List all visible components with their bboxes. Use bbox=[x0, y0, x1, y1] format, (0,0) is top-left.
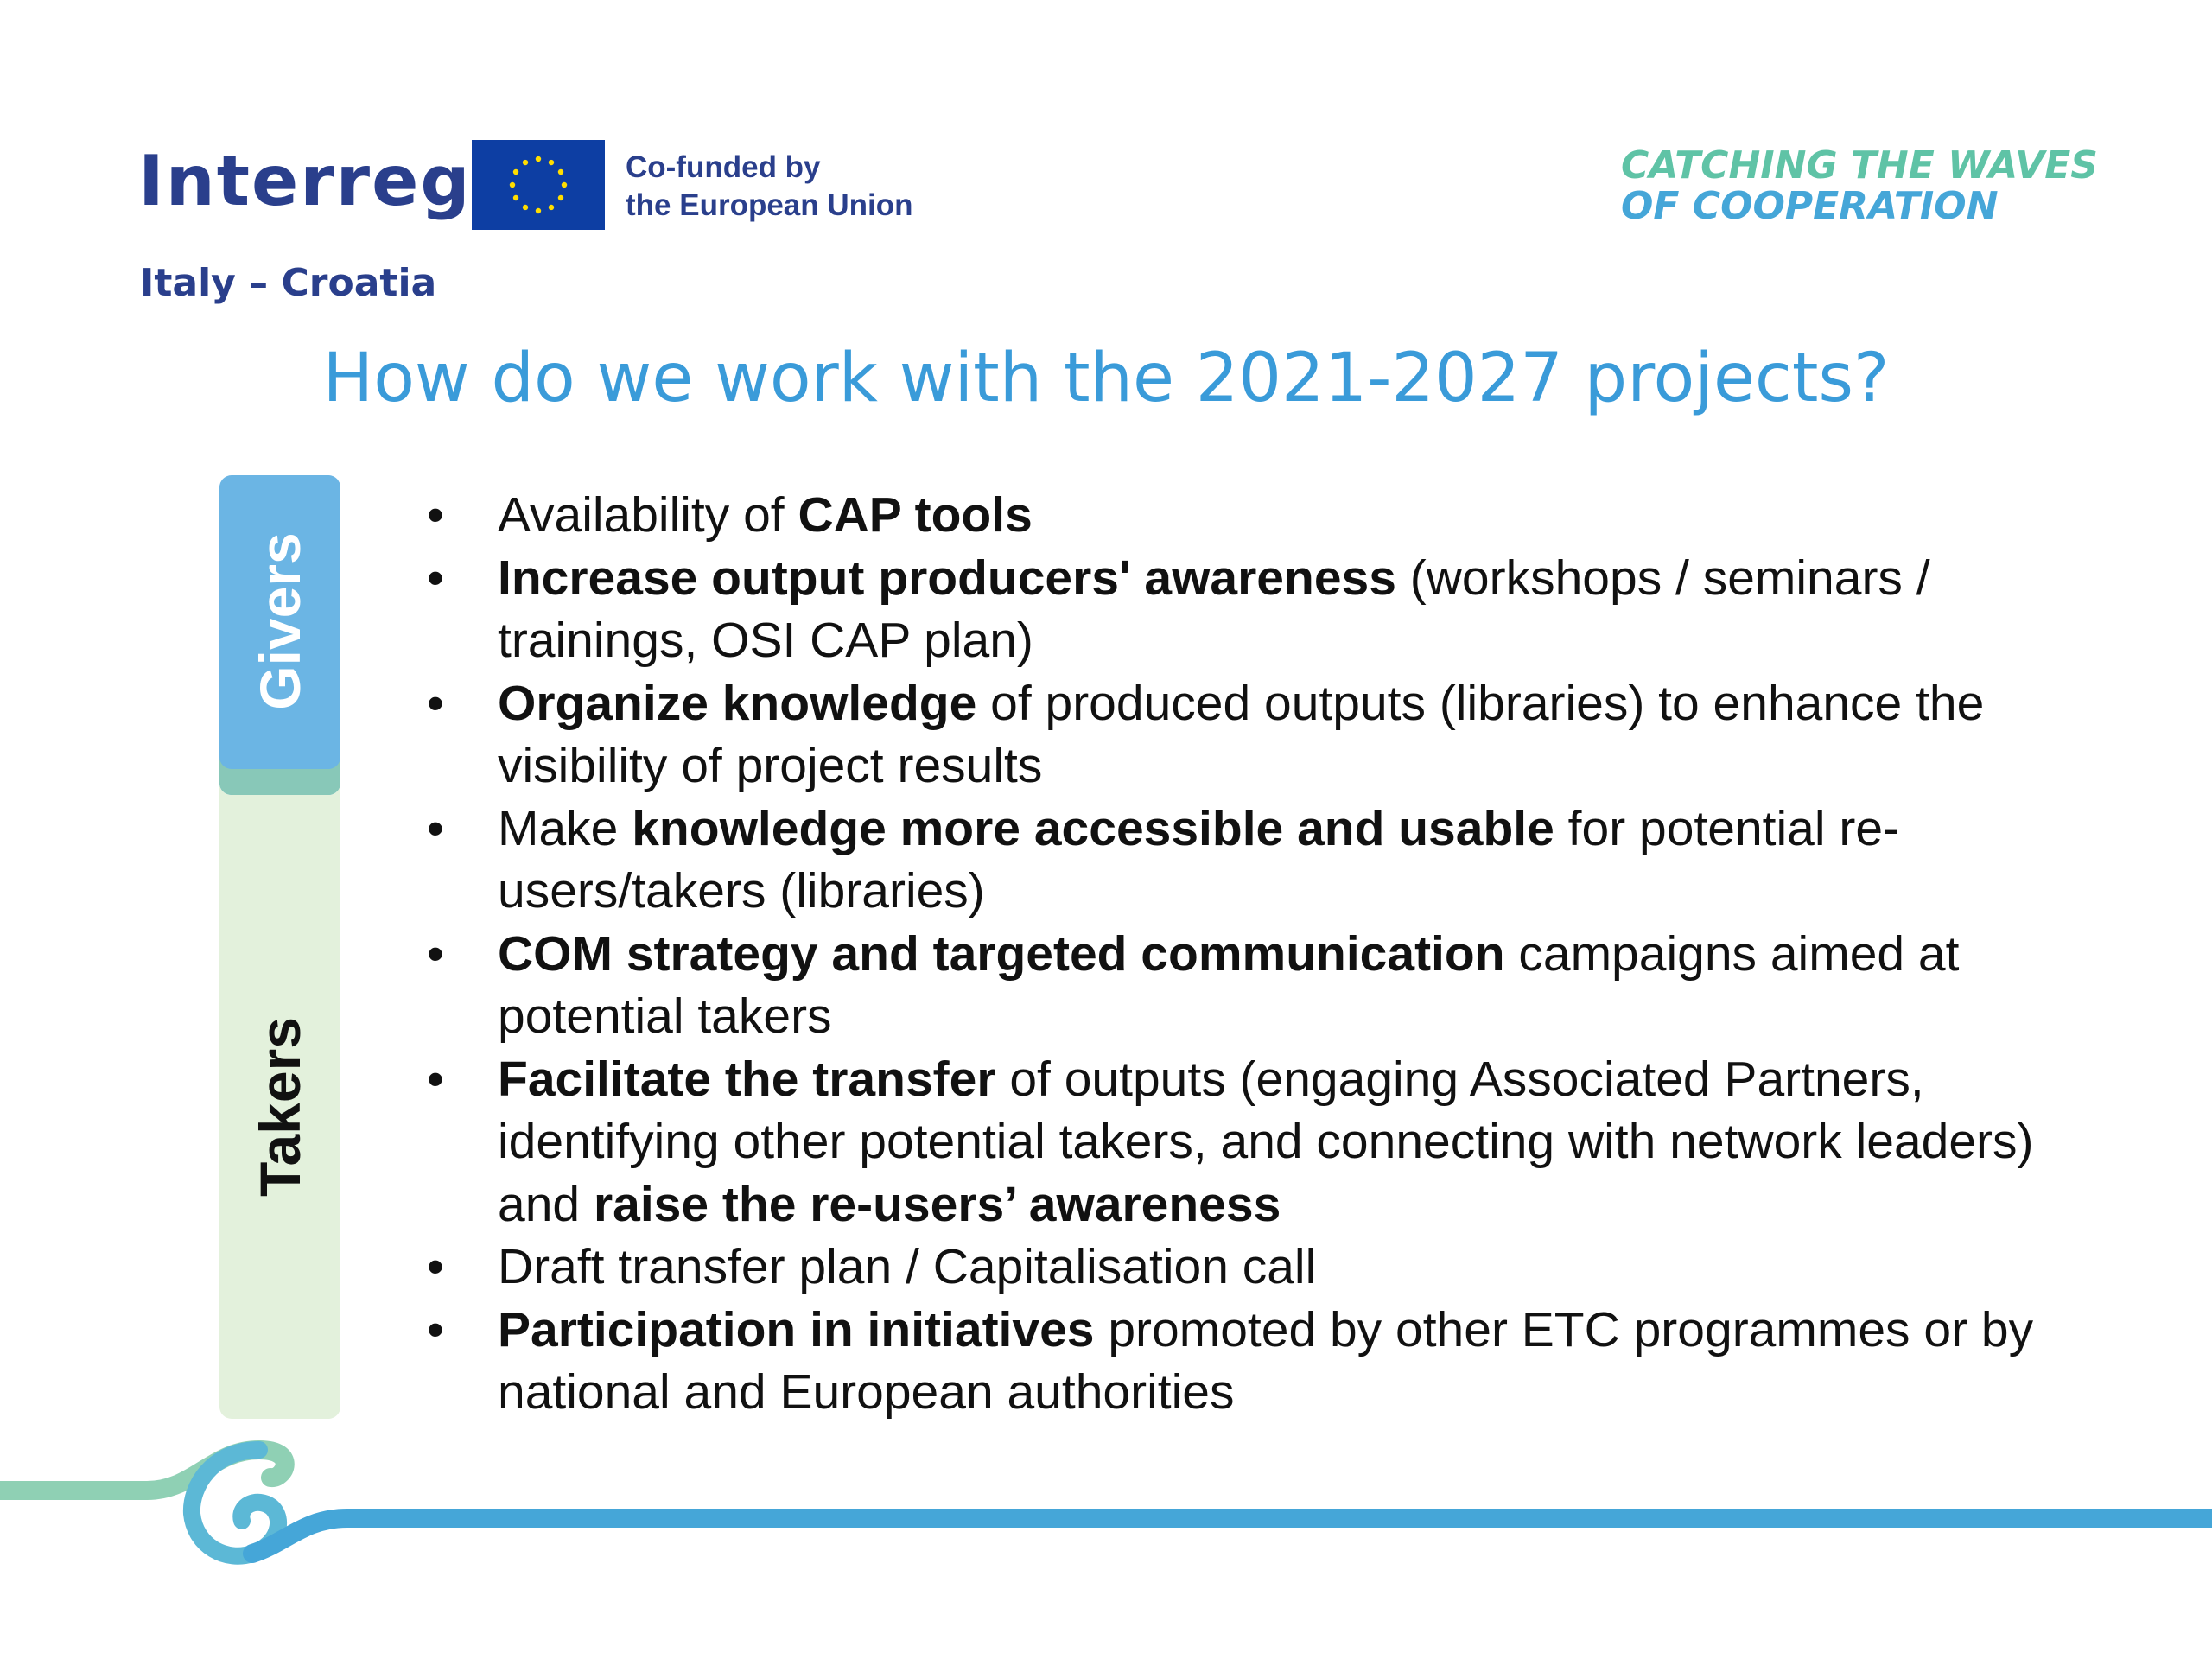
wave-blue-line bbox=[252, 1518, 2212, 1554]
bullet-text: promoted by other ETC programmes or by national and European authorities bbox=[498, 1301, 2034, 1420]
eu-star-icon bbox=[549, 205, 554, 210]
eu-cofunded-line2: the European Union bbox=[626, 188, 913, 222]
bullet-item bbox=[498, 672, 2053, 798]
slide-title: How do we work with the 2021-2027 projects? bbox=[322, 340, 1890, 417]
bullet-item bbox=[498, 1299, 2053, 1424]
programme-name: Italy – Croatia bbox=[140, 261, 437, 305]
bullet-text-bold: Facilitate the transfer bbox=[498, 1051, 996, 1107]
bullet-text: for potential re-users/takers (libraries) bbox=[498, 800, 1900, 918]
bullet-item bbox=[498, 923, 2053, 1048]
bullet-item bbox=[498, 547, 2053, 672]
eu-star-icon bbox=[536, 156, 541, 162]
givers-bar bbox=[219, 475, 340, 795]
wave-decoration bbox=[0, 1417, 2212, 1590]
eu-star-icon bbox=[523, 205, 528, 210]
eu-cofunded-label bbox=[626, 149, 913, 225]
eu-star-icon bbox=[513, 195, 518, 200]
bullet-text-bold: CAP tools bbox=[798, 487, 1033, 543]
interreg-logo bbox=[138, 141, 472, 221]
takers-label: Takers bbox=[248, 1017, 312, 1197]
givers-label: Givers bbox=[248, 532, 312, 710]
bullet-item bbox=[498, 798, 2053, 923]
slogan-line2: OF COOPERATION bbox=[1621, 184, 1999, 228]
bullet-text: campaigns aimed at potential takers bbox=[498, 925, 1960, 1044]
bullet-item bbox=[498, 1048, 2053, 1236]
bullet-text-bold: COM strategy and targeted communication bbox=[498, 925, 1505, 982]
bullet-text: (workshops / seminars / trainings, OSI CAP plan) bbox=[498, 550, 1930, 668]
eu-cofunded-line1: Co-funded by bbox=[626, 150, 821, 184]
eu-star-icon bbox=[513, 169, 518, 175]
eu-star-icon bbox=[523, 160, 528, 165]
eu-star-icon bbox=[558, 169, 563, 175]
bullet-item bbox=[498, 484, 2053, 547]
bullet-text-bold: knowledge more accessible and usable bbox=[632, 800, 1554, 856]
slogan bbox=[1621, 145, 2098, 226]
eu-star-icon bbox=[562, 182, 567, 188]
eu-star-icon bbox=[510, 182, 515, 188]
bullet-list bbox=[498, 484, 2053, 1424]
bullet-text: Make bbox=[498, 800, 632, 856]
interreg-logo-text: Interreg bbox=[138, 141, 472, 221]
bullet-text: Availability of bbox=[498, 487, 798, 543]
bullet-text: of produced outputs (libraries) to enhance the visibility of project results bbox=[498, 675, 1985, 793]
eu-flag-icon bbox=[472, 140, 605, 230]
eu-star-icon bbox=[536, 208, 541, 213]
bullet-text-bold: Increase output producers' awareness bbox=[498, 550, 1396, 606]
bullet-text-bold: raise the re-users’ awareness bbox=[593, 1176, 1281, 1232]
bullet-text-bold: Organize knowledge bbox=[498, 675, 977, 731]
eu-star-icon bbox=[549, 160, 554, 165]
eu-star-icon bbox=[558, 195, 563, 200]
bullet-text: Draft transfer plan / Capitalisation call bbox=[498, 1239, 1317, 1294]
takers-bar bbox=[219, 760, 340, 1419]
bullet-text-bold: Participation in initiatives bbox=[498, 1301, 1095, 1357]
bullet-item bbox=[498, 1236, 2053, 1299]
slogan-line1: CATCHING THE WAVES bbox=[1621, 143, 2098, 188]
bullet-text: of outputs (engaging Associated Partners, identifying other potential takers, and connecting with network leaders) and bbox=[498, 1051, 2034, 1232]
